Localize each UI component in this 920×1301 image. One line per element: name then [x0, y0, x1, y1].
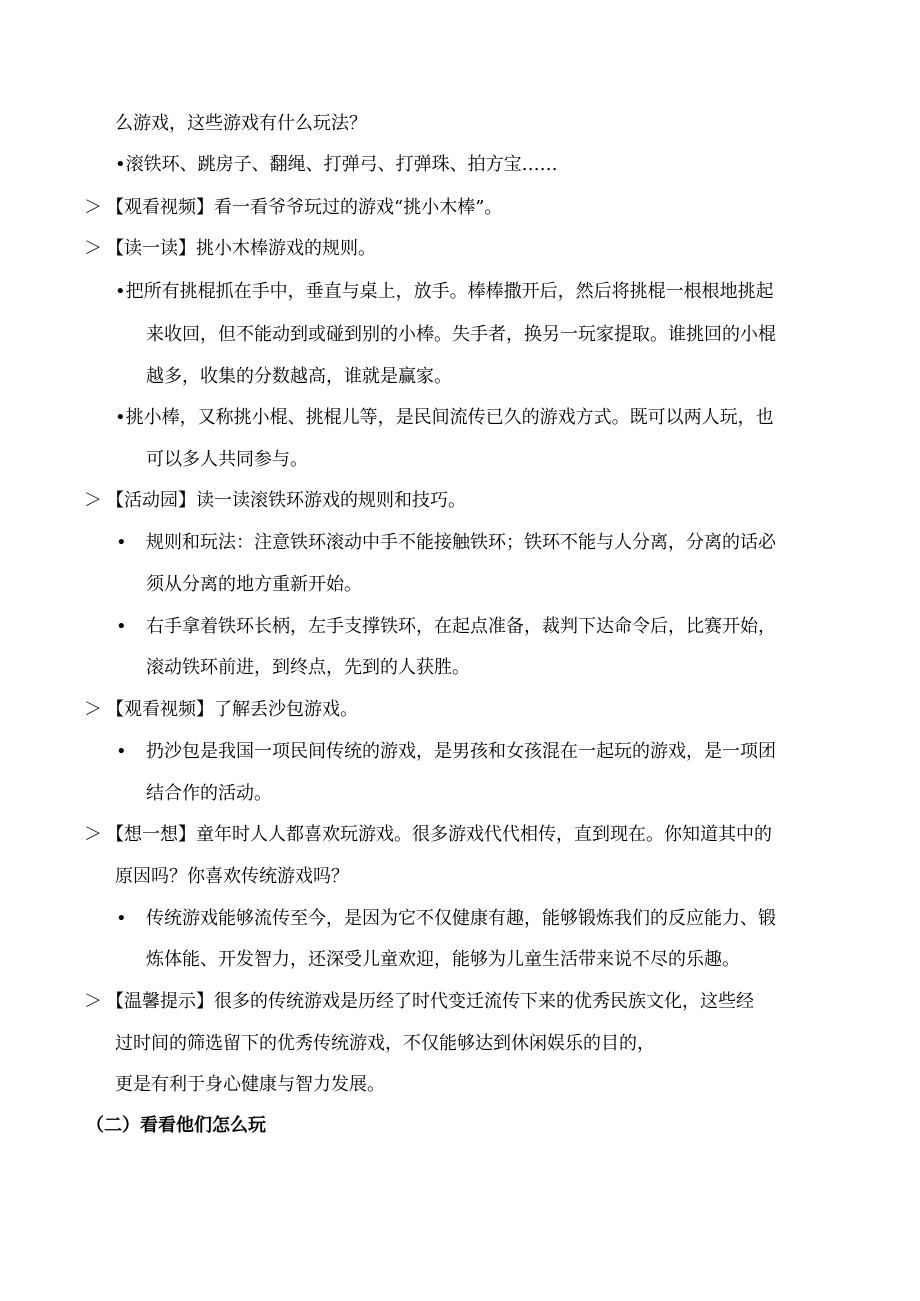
section-item-read: [84, 237, 376, 261]
arrow-marker-icon: ＞: [84, 699, 102, 720]
bullet-item: •滚铁环、跳房子、翻绳、打弹弓、打弹珠、拍方宝……: [115, 154, 558, 175]
arrow-marker-icon: ＞: [84, 490, 102, 511]
bullet-continuation: 滚动铁环前进，到终点，先到的人获胜。: [146, 657, 470, 678]
bullet-continuation: 可以多人共同参与。: [146, 449, 308, 470]
bullet-dot-icon: •: [116, 741, 127, 762]
bullet-continuation: 须从分离的地方重新开始。: [146, 574, 362, 595]
arrow-marker-icon: ＞: [84, 991, 102, 1012]
bullet-dot-icon: •: [116, 908, 127, 929]
bullet-dot-icon: •: [116, 616, 127, 637]
section-continuation: 过时间的筛选留下的优秀传统游戏，不仅能够达到休闲娱乐的目的，: [115, 1033, 655, 1054]
bullet-dot-icon: •: [116, 532, 127, 553]
section-item-tip: [84, 990, 754, 1014]
bullet-continuation: 越多，收集的分数越高，谁就是赢家。: [146, 366, 452, 387]
text-line: 么游戏，这些游戏有什么玩法？: [115, 113, 367, 134]
bullet-item: 传统游戏能够流传至今，是因为它不仅健康有趣，能够锻炼我们的反应能力、锻: [146, 908, 776, 929]
bullet-item: 规则和玩法：注意铁环滚动中手不能接触铁环；铁环不能与人分离，分离的话必: [146, 532, 776, 553]
bullet-continuation: 来收回，但不能动到或碰到别的小棒。失手者，换另一玩家提取。谁挑回的小棍: [146, 324, 776, 345]
section-text: 【温馨提示】很多的传统游戏是历经了时代变迁流传下来的优秀民族文化，这些经: [106, 991, 754, 1012]
arrow-marker-icon: ＞: [84, 197, 102, 218]
bullet-item: •把所有挑棍抓在手中，垂直与桌上，放手。棒棒撒开后，然后将挑棍一根根地挑起: [115, 281, 774, 302]
section-continuation: 原因吗？你喜欢传统游戏吗？: [115, 866, 349, 887]
section-text: 【读一读】挑小木棒游戏的规则。: [106, 238, 376, 259]
section-heading: （二）看看他们怎么玩: [86, 1115, 266, 1136]
section-text: 【活动园】读一读滚铁环游戏的规则和技巧。: [106, 490, 466, 511]
section-text: 【想一想】童年时人人都喜欢玩游戏。很多游戏代代相传，直到现在。你知道其中的: [106, 824, 772, 845]
section-item-watch-video: [84, 196, 502, 220]
section-item-activity: [84, 489, 466, 513]
arrow-marker-icon: ＞: [84, 238, 102, 259]
section-text: 【观看视频】看一看爷爷玩过的游戏“挑小木棒”。: [106, 197, 503, 218]
bullet-continuation: 结合作的活动。: [146, 783, 272, 804]
section-item-think: [84, 823, 772, 847]
arrow-marker-icon: ＞: [84, 824, 102, 845]
section-item-watch-video: [84, 698, 358, 722]
section-continuation: 更是有利于身心健康与智力发展。: [115, 1074, 385, 1095]
bullet-item: 右手拿着铁环长柄，左手支撑铁环，在起点准备，裁判下达命令后，比赛开始，: [146, 616, 776, 637]
bullet-continuation: 炼体能、开发智力，还深受儿童欢迎，能够为儿童生活带来说不尽的乐趣。: [146, 949, 740, 970]
section-text: 【观看视频】了解丢沙包游戏。: [106, 699, 358, 720]
bullet-item: 扔沙包是我国一项民间传统的游戏，是男孩和女孩混在一起玩的游戏，是一项团: [146, 741, 776, 762]
bullet-item: •挑小棒，又称挑小棍、挑棍儿等，是民间流传已久的游戏方式。既可以两人玩，也: [115, 407, 774, 428]
